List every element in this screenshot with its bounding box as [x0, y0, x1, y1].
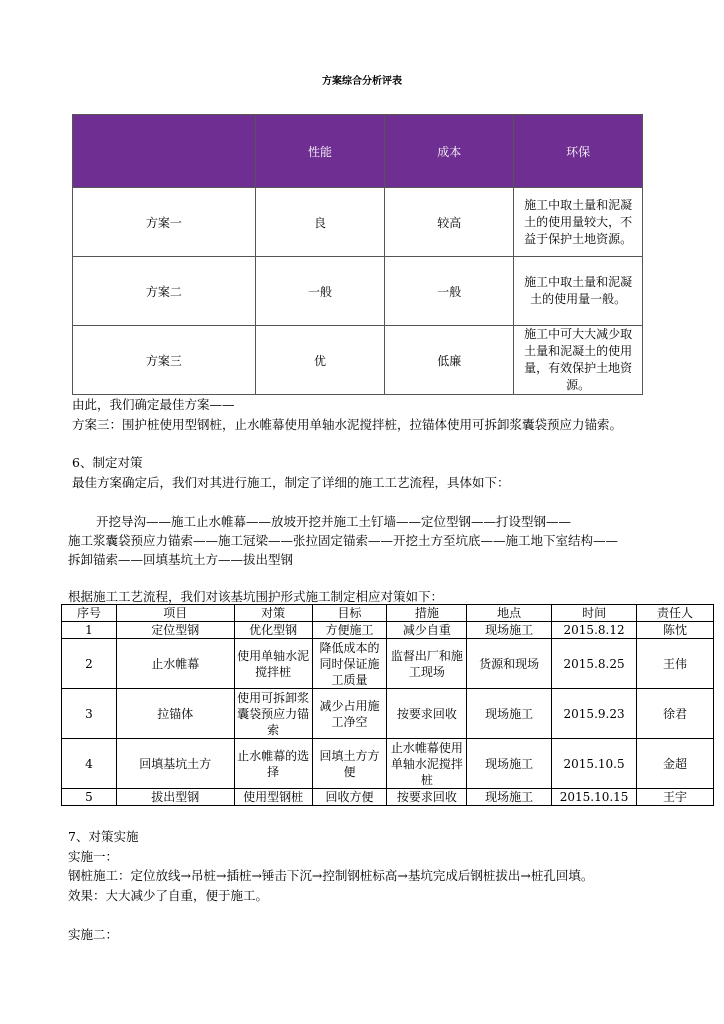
table-cell: 2 [62, 639, 117, 689]
table-cell: 降低成本的同时保证施工质量 [312, 639, 387, 689]
table-cell: 2015.9.23 [552, 689, 637, 739]
table-cell: 1 [62, 622, 117, 639]
table-cell: 止水帷幕的选择 [234, 739, 312, 789]
table-row [62, 789, 714, 806]
table-cell: 使用型钢桩 [234, 789, 312, 806]
header-cell: 性能 [255, 115, 385, 188]
table-cell: 拔出型钢 [116, 789, 234, 806]
table-row [73, 257, 643, 326]
table-cell: 减少占用施工净空 [312, 689, 387, 739]
environment-cell: 施工中取土量和泥凝土的使用量一般。 [514, 257, 643, 326]
table-header-row [73, 115, 643, 188]
table-cell: 使用单轴水泥搅拌桩 [234, 639, 312, 689]
section-heading: 7、对策实施 [68, 829, 139, 844]
table-cell: 现场施工 [467, 739, 552, 789]
paragraph-text: 效果：大大减少了自重，便于施工。 [68, 888, 269, 903]
table-cell: 现场施工 [467, 689, 552, 739]
performance-cell: 优 [255, 326, 385, 395]
table-cell: 2015.10.15 [552, 789, 637, 806]
paragraph-text: 根据施工工艺流程，我们对该基坑围护形式施工制定相应对策如下： [68, 589, 444, 604]
table-cell: 止水帷幕 [116, 639, 234, 689]
table-cell: 拉锚体 [116, 689, 234, 739]
process-line: 施工浆囊袋预应力锚索——施工冠梁——张拉固定锚索——开挖土方至坑底——施工地下室结构—— [68, 533, 619, 548]
table-cell: 金超 [637, 739, 714, 789]
environment-cell: 施工中取土量和泥凝土的使用量较大，不益于保护土地资源。 [514, 188, 643, 257]
table-cell: 回填土方方便 [312, 739, 387, 789]
table-cell: 陈忱 [637, 622, 714, 639]
table-header-row [62, 605, 714, 622]
table-cell: 王宇 [637, 789, 714, 806]
table-cell: 现场施工 [467, 789, 552, 806]
header-cell: 目标 [312, 605, 387, 622]
performance-cell: 一般 [255, 257, 385, 326]
table-cell: 回填基坑土方 [116, 739, 234, 789]
performance-cell: 良 [255, 188, 385, 257]
header-cell: 对策 [234, 605, 312, 622]
measures-table [61, 604, 714, 806]
environment-cell: 施工中可大大减少取土量和泥凝土的使用量，有效保护土地资源。 [514, 326, 643, 395]
header-cell: 地点 [467, 605, 552, 622]
table-cell: 王伟 [637, 639, 714, 689]
header-cell: 环保 [514, 115, 643, 188]
table-row [62, 622, 714, 639]
table-cell: 止水帷幕使用单轴水泥搅拌桩 [387, 739, 467, 789]
table-cell: 货源和现场 [467, 639, 552, 689]
header-cell: 措施 [387, 605, 467, 622]
scheme-name: 方案二 [73, 257, 256, 326]
table-cell: 按要求回收 [387, 689, 467, 739]
paragraph-text: 钢桩施工：定位放线→吊桩→插桩→锤击下沉→控制钢桩标高→基坑完成后钢桩拔出→桩孔回填。 [68, 868, 594, 883]
table-cell: 4 [62, 739, 117, 789]
table-cell: 徐君 [637, 689, 714, 739]
table-cell: 按要求回收 [387, 789, 467, 806]
table-cell: 现场施工 [467, 622, 552, 639]
scheme-name: 方案一 [73, 188, 256, 257]
table-cell: 定位型钢 [116, 622, 234, 639]
table-row [62, 689, 714, 739]
table-cell: 2015.8.12 [552, 622, 637, 639]
header-cell: 成本 [385, 115, 514, 188]
table-cell: 优化型钢 [234, 622, 312, 639]
header-cell: 时间 [552, 605, 637, 622]
table-row [73, 188, 643, 257]
header-cell: 责任人 [637, 605, 714, 622]
section-heading: 6、制定对策 [72, 455, 143, 470]
table-cell: 使用可拆卸浆囊袋预应力锚索 [234, 689, 312, 739]
paragraph-text: 最佳方案确定后，我们对其进行施工，制定了详细的施工工艺流程，具体如下： [72, 475, 510, 490]
header-cell [73, 115, 256, 188]
header-cell: 项目 [116, 605, 234, 622]
table-cell: 方便施工 [312, 622, 387, 639]
table-cell: 监督出厂和施工现场 [387, 639, 467, 689]
cost-cell: 低廉 [385, 326, 514, 395]
header-cell: 序号 [62, 605, 117, 622]
table-cell: 回收方便 [312, 789, 387, 806]
comparison-table [72, 114, 643, 395]
table-cell: 2015.8.25 [552, 639, 637, 689]
process-line: 拆卸锚索——回填基坑土方——拔出型钢 [68, 552, 294, 567]
table-cell: 5 [62, 789, 117, 806]
scheme-name: 方案三 [73, 326, 256, 395]
subheading-text: 实施二： [68, 927, 119, 942]
conclusion-text: 由此，我们确定最佳方案—— [72, 397, 235, 412]
table-row [62, 639, 714, 689]
table-row [62, 739, 714, 789]
page-title: 方案综合分析评表 [322, 76, 402, 87]
table-cell: 2015.10.5 [552, 739, 637, 789]
cost-cell: 较高 [385, 188, 514, 257]
subheading-text: 实施一： [68, 849, 119, 864]
table-row [73, 326, 643, 395]
table-cell: 减少自重 [387, 622, 467, 639]
cost-cell: 一般 [385, 257, 514, 326]
table-cell: 3 [62, 689, 117, 739]
scheme-three-text: 方案三：围护桩使用型钢桩，止水帷幕使用单轴水泥搅拌桩，拉锚体使用可拆卸浆囊袋预应力锚索。 [72, 417, 623, 432]
process-line: 开挖导沟——施工止水帷幕——放坡开挖并施工土钉墙——定位型钢——打设型钢—— [96, 514, 572, 529]
